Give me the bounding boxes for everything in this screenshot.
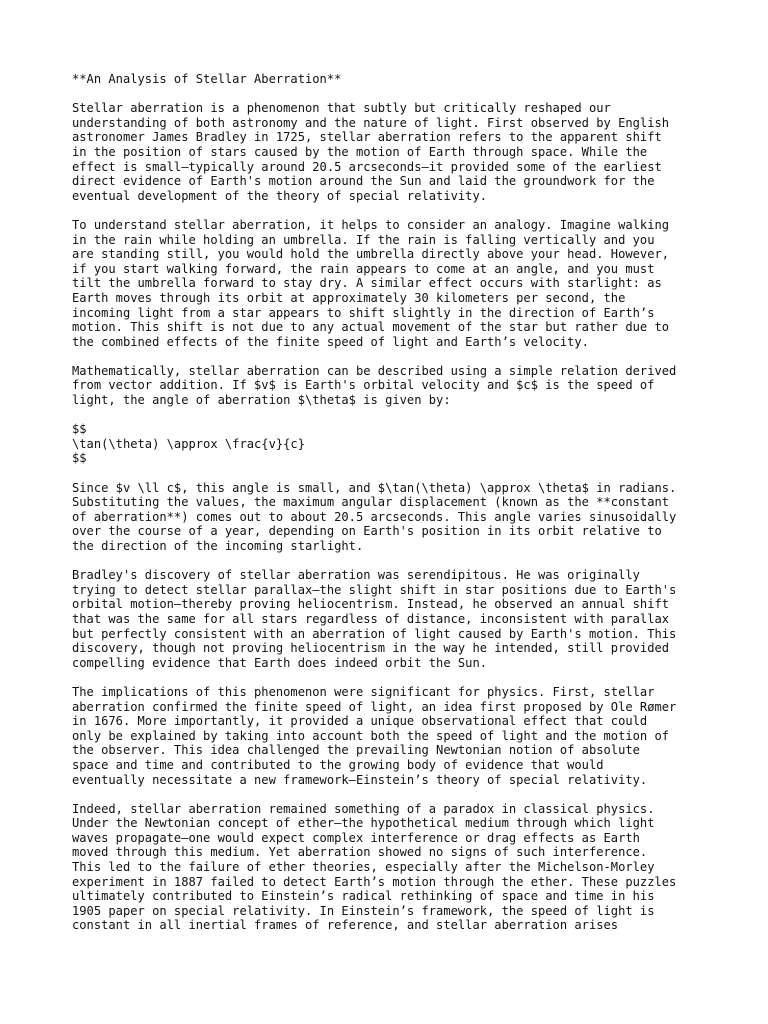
paragraph-umbrella-analogy: To understand stellar aberration, it helps to consider an analogy. Imagine walking in the rain while holding an umbrella. If the rain is falling vertically and you are standing still, you would hold the umbrella directly above your head. However, if you start walking forward, the rain appears to come at an angle, and you must tilt the umbrella forward to stay dry. A similar effect occurs with starlight: as Earth moves through its orbit at approximately 30 kilometers per second, the incoming light from a star appears to shift slightly in the direction of Earth’s motion. This shift is not due to any actual movement of the star but rather due to the combined effects of the finite speed of light and Earth’s velocity.: [72, 217, 670, 349]
document-body: [72, 72, 712, 948]
paragraph-paradox: Indeed, stellar aberration remained something of a paradox in classical physics. Under the Newtonian concept of ether—the hypothetical medium through which light waves propagate—one would expect complex interference or drag effects as Earth moved through this medium. Yet aberration showed no signs of such interference. This led to the failure of ether theories, especially after the Michelson-Morley experiment in 1887 failed to detect Earth’s motion through the ether. These puzzles ultimately contributed to Einstein’s radical rethinking of space and time in his 1905 paper on special relativity. In Einstein’s framework, the speed of light is constant in all inertial frames of reference, and stellar aberration arises: [72, 801, 677, 933]
equation-block: $$ \tan(\theta) \approx \frac{v}{c} $$: [72, 422, 305, 466]
paragraph-mathematical-description: Mathematically, stellar aberration can be described using a simple relation derived from vector addition. If $v$ is Earth's orbital velocity and $c$ is the speed of light, the angle of aberration $\theta$ is given by:: [72, 363, 677, 408]
document-title: **An Analysis of Stellar Aberration**: [72, 72, 342, 86]
paragraph-implications: The implications of this phenomenon were significant for physics. First, stellar aberration confirmed the finite speed of light, an idea first proposed by Ole Rømer in 1676. More importantly, it provided a unique observational effect that could only be explained by taking into account both the speed of light and the motion of the observer. This idea challenged the prevailing Newtonian notion of absolute space and time and contributed to the growing body of evidence that would eventually necessitate a new framework—Einstein’s theory of special relativity.: [72, 684, 677, 787]
paragraph-small-angle: Since $v \ll c$, this angle is small, and $\tan(\theta) \approx \theta$ in radians. Substituting the values, the maximum angular displacement (known as the **constant of aberration**) comes out to about 20.5 arcseconds. This angle varies sinusoidally over the course of a year, depending on Earth's position in its orbit relative to the direction of the incoming starlight.: [72, 480, 677, 553]
paragraph-bradley-discovery: Bradley's discovery of stellar aberration was serendipitous. He was originally trying to detect stellar parallax—the slight shift in star positions due to Earth's orbital motion—thereby proving heliocentrism. Instead, he observed an annual shift that was the same for all stars regardless of distance, inconsistent with parallax but perfectly consistent with an aberration of light caused by Earth's motion. This discovery, though not proving heliocentrism in the way he intended, still provided compelling evidence that Earth does indeed orbit the Sun.: [72, 568, 677, 670]
paragraph-introduction: Stellar aberration is a phenomenon that subtly but critically reshaped our understanding of both astronomy and the nature of light. First observed by English astronomer James Bradley in 1725, stellar aberration refers to the apparent shift in the position of stars caused by the motion of Earth through space. While the effect is small—typically around 20.5 arcseconds—it provided some of the earliest direct evidence of Earth's motion around the Sun and laid the groundwork for the eventual development of the theory of special relativity.: [72, 101, 670, 203]
